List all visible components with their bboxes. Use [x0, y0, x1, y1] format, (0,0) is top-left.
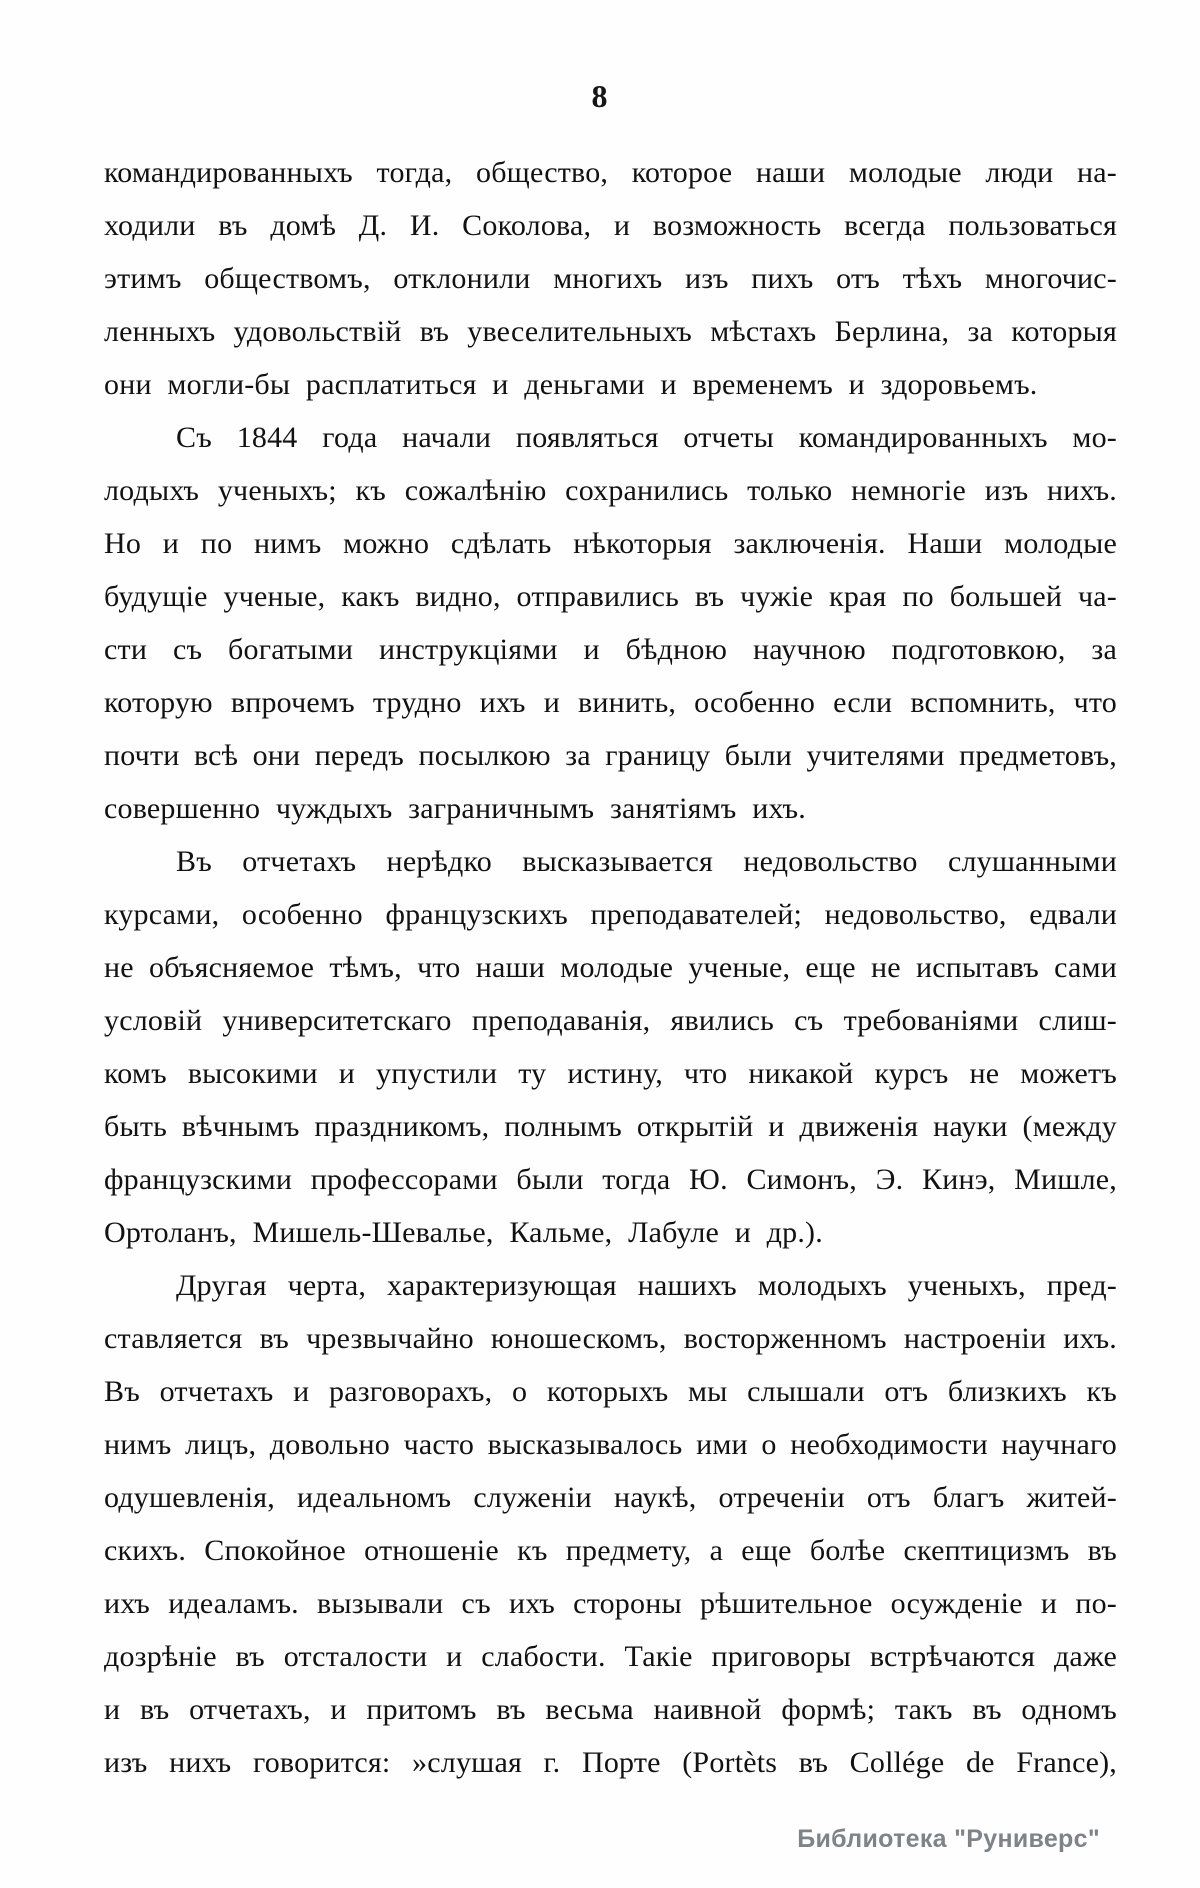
text-line: командированныхъ тогда, общество, которое наши молодые люди на- — [104, 156, 1117, 189]
text-line: комъ высокими и упустили ту истину, что никакой курсъ не можетъ — [104, 1057, 1117, 1090]
text-line: лодыхъ ученыхъ; къ сожалѣнію сохранились только немногіе изъ нихъ. — [104, 474, 1117, 507]
text-line: ленныхъ удовольствій въ увеселительныхъ мѣстахъ Берлина, за которыя — [104, 315, 1117, 348]
text-line: и въ отчетахъ, и притомъ въ весьма наивной формѣ; такъ въ одномъ — [104, 1693, 1117, 1726]
paragraph — [104, 835, 1117, 1259]
paragraph — [104, 146, 1117, 411]
text-line: совершенно чуждыхъ заграничнымъ занятіямъ ихъ. — [104, 792, 806, 825]
text-line: этимъ обществомъ, отклонили многихъ изъ пихъ отъ тѣхъ многочис- — [104, 262, 1117, 295]
text-line: Въ отчетахъ нерѣдко высказывается недовольство слушанными — [176, 845, 1117, 878]
text-line: условій университетскаго преподаванія, явились съ требованіями слиш- — [104, 1004, 1117, 1037]
text-line: курсами, особенно французскихъ преподавателей; недовольство, едвали — [104, 898, 1117, 931]
text-line: Съ 1844 года начали появляться отчеты командированныхъ мо- — [176, 421, 1117, 454]
text-line: ставляется въ чрезвычайно юношескомъ, восторженномъ настроеніи ихъ. — [104, 1322, 1117, 1355]
text-line: которую впрочемъ трудно ихъ и винить, особенно если вспомнить, что — [104, 686, 1117, 719]
library-watermark: Библиотека "Руниверс" — [797, 1825, 1100, 1853]
text-line: будущіе ученые, какъ видно, отправились въ чужіе края по большей ча- — [104, 580, 1117, 613]
text-line: почти всѣ они передъ посылкою за границу были учителями предметовъ, — [104, 739, 1117, 772]
paragraph — [104, 1259, 1117, 1789]
text-line: нимъ лицъ, довольно часто высказывалось ими о необходимости научнаго — [104, 1428, 1117, 1461]
text-line: Другая черта, характеризующая нашихъ молодыхъ ученыхъ, пред- — [176, 1269, 1117, 1302]
paragraph — [104, 411, 1117, 835]
text-line: не объясняемое тѣмъ, что наши молодые ученые, еще не испытавъ сами — [104, 951, 1117, 984]
text-line: скихъ. Спокойное отношеніе къ предмету, а еще болѣе скептицизмъ въ — [104, 1534, 1117, 1567]
text-line: дозрѣніе въ отсталости и слабости. Такіе приговоры встрѣчаются даже — [104, 1640, 1117, 1673]
text-line: ходили въ домѣ Д. И. Соколова, и возможность всегда пользоваться — [104, 209, 1117, 242]
text-line: они могли-бы расплатиться и деньгами и временемъ и здоровьемъ. — [104, 368, 1038, 401]
text-line: Но и по нимъ можно сдѣлать нѣкоторыя заключенія. Наши молодые — [104, 527, 1117, 560]
text-line: Ортоланъ, Мишель-Шевалье, Кальме, Лабуле и др.). — [104, 1216, 823, 1249]
text-line: сти съ богатыми инструкціями и бѣдною научною подготовкою, за — [104, 633, 1117, 666]
text-line: одушевленія, идеальномъ служеніи наукѣ, отреченіи отъ благъ житей- — [104, 1481, 1117, 1514]
text-line: быть вѣчнымъ праздникомъ, полнымъ открытій и движенія науки (между — [104, 1110, 1117, 1143]
page-number: 8 — [591, 78, 609, 114]
text-line: Въ отчетахъ и разговорахъ, о которыхъ мы слышали отъ близкихъ къ — [104, 1375, 1117, 1408]
text-line: французскими профессорами были тогда Ю. Симонъ, Э. Кинэ, Мишле, — [104, 1163, 1117, 1196]
text-line: изъ нихъ говорится: »слушая г. Порте (Portèts въ Collége de France), — [104, 1746, 1117, 1779]
text-line: ихъ идеаламъ. вызывали съ ихъ стороны рѣшительное осужденіе и по- — [104, 1587, 1117, 1620]
text-block — [104, 146, 1117, 1789]
